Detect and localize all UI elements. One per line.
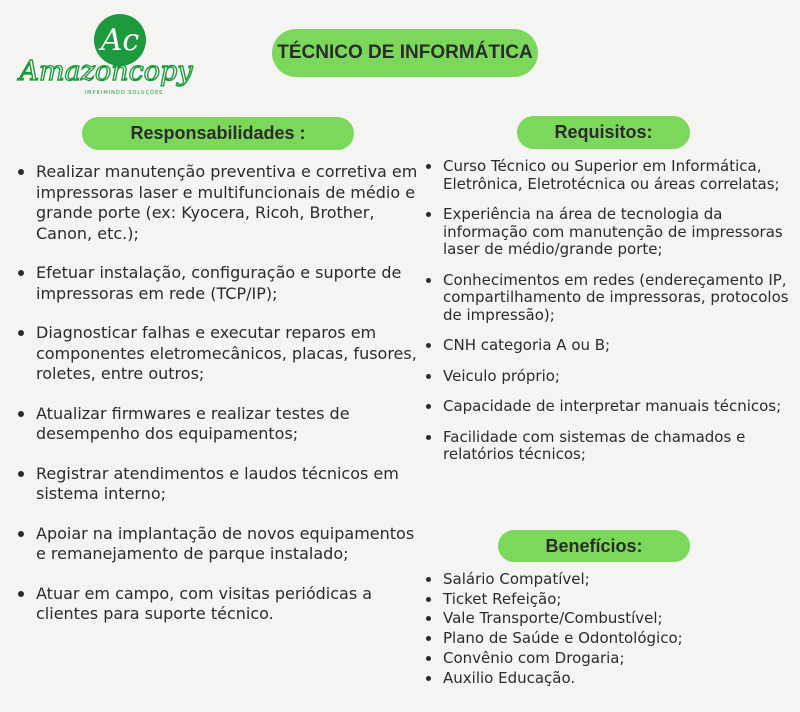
list-item: Plano de Saúde e Odontológico; <box>426 629 756 649</box>
list-item: Capacidade de interpretar manuais técnicos; <box>426 398 798 416</box>
logo-monogram: Ac <box>100 23 140 58</box>
responsabilidades-heading: Responsabilidades : <box>82 117 354 150</box>
list-item: Curso Técnico ou Superior em Informática, Eletrônica, Eletrotécnica ou áreas correlatas; <box>426 158 798 193</box>
list-item: Efetuar instalação, configuração e suporte de impressoras em rede (TCP/IP); <box>18 263 418 304</box>
list-item: Experiência na área de tecnologia da informação com manutenção de impressoras laser de médio/grande porte; <box>426 206 798 259</box>
list-item: Ticket Refeição; <box>426 590 756 610</box>
list-item: Atualizar firmwares e realizar testes de desempenho dos equipamentos; <box>18 404 418 445</box>
list-item: Realizar manutenção preventiva e corretiva em impressoras laser e multifuncionais de médio e grande porte (ex: Kyocera, Ricoh, Brother, Canon, etc.); <box>18 162 418 244</box>
logo-tagline: IMPRIMINDO SOLUÇÕES <box>84 90 164 96</box>
page-title: TÉCNICO DE INFORMÁTICA <box>272 29 538 77</box>
list-item: Apoiar na implantação de novos equipamentos e remanejamento de parque instalado; <box>18 524 418 565</box>
list-item: Convênio com Drogaria; <box>426 649 756 669</box>
list-item: Veiculo próprio; <box>426 368 798 386</box>
list-item: Diagnosticar falhas e executar reparos em componentes eletromecânicos, placas, fusores, roletes, entre outros; <box>18 323 418 385</box>
list-item: Registrar atendimentos e laudos técnicos em sistema interno; <box>18 464 418 505</box>
list-item: Vale Transporte/Combustível; <box>426 609 756 629</box>
logo-brand: Amazoncopy <box>19 56 193 87</box>
list-item: Auxilio Educação. <box>426 669 756 689</box>
list-item: Salário Compatível; <box>426 570 756 590</box>
responsabilidades-list <box>18 162 418 644</box>
beneficios-heading: Benefícios: <box>498 530 690 562</box>
list-item: Facilidade com sistemas de chamados e relatórios técnicos; <box>426 429 798 464</box>
beneficios-list <box>426 570 756 688</box>
list-item: CNH categoria A ou B; <box>426 337 798 355</box>
list-item: Conhecimentos em redes (endereçamento IP, compartilhamento de impressoras, protocolos de impressão); <box>426 272 798 325</box>
requisitos-list <box>426 158 798 477</box>
amazoncopy-logo <box>14 8 194 100</box>
list-item: Atuar em campo, com visitas periódicas a clientes para suporte técnico. <box>18 584 418 625</box>
requisitos-heading: Requisitos: <box>517 116 690 149</box>
